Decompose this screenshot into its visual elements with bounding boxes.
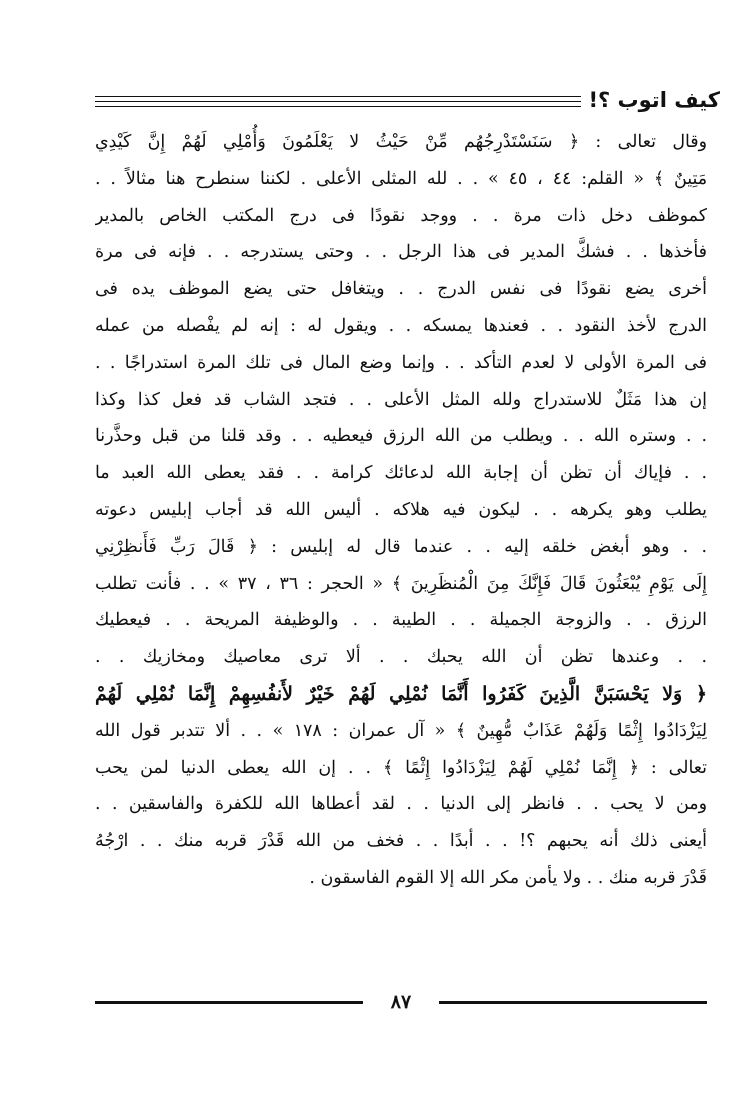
page-number: ٨٧: [390, 991, 412, 1013]
header-rule: [95, 101, 581, 102]
body-text: [95, 124, 707, 897]
text-line: . . وهو أبغض خلقه إليه . . عندما قال له إبليس : ﴿ قَالَ رَبِّ فَأَنظِرْنِي: [95, 536, 707, 557]
text-line: الدرج لأخذ النقود . . فعندها يمسكه . . ويقول له : إنه لم يفْصله من عمله: [95, 315, 707, 336]
text-line: مَتِينٌ ﴾ « القلم: ٤٤ ، ٤٥ » . . لله المثلى الأعلى . لكننا سنطرح هنا مثالاً . .: [95, 168, 707, 189]
text-line: إِلَى يَوْمِ يُبْعَثُونَ قَالَ فَإِنَّكَ مِنَ الْمُنظَرِينَ ﴾ « الحجر : ٣٦ ، ٣٧ » . . فأنت تطلب: [95, 573, 707, 594]
text-line: . . وستره الله . . ويطلب من الله الرزق فيعطيه . . وقد قلنا من قبل وحذَّرنا: [95, 426, 707, 447]
header-title: كيف اتوب ؟!: [588, 88, 720, 112]
text-line: ﴿ وَلا يَحْسَبَنَّ الَّذِينَ كَفَرُوا أَنَّمَا نُمْلِي لَهُمْ خَيْرٌ لأَنفُسِهِمْ إِنَّمَا نُمْلِي لَهُمْ: [95, 682, 707, 705]
text-line: إن هذا مَثَلٌ للاستدراج ولله المثل الأعلى . . فتجد الشاب قد فعل كذا وكذا: [95, 389, 707, 410]
text-line: فى المرة الأولى لا لعدم التأكد . . وإنما وضع المال فى تلك المرة استدراجًا . .: [95, 352, 707, 373]
text-line: تعالى : ﴿ إِنَّمَا نُمْلِي لَهُمْ لِيَزْدَادُوا إِثْمًا ﴾ . . إن الله يعطى الدنيا لمن يحب: [95, 757, 707, 778]
text-line: فأخذها . . فشكَّ المدير فى هذا الرجل . . وحتى يستدرجه . . فإنه فى مرة: [95, 242, 707, 263]
footer-rule: [95, 1001, 363, 1004]
text-line: وقال تعالى : ﴿ سَنَسْتَدْرِجُهُم مِّنْ حَيْثُ لا يَعْلَمُونَ وَأُمْلِي لَهُمْ إِنَّ كَيْدِي: [95, 132, 707, 152]
text-line: . . وعندها تظن أن الله يحبك . . ألا ترى معاصيك ومخازيك . .: [95, 647, 707, 668]
text-line: الرزق . . والزوجة الجميلة . . الطيبة . . والوظيفة المريحة . . فيعطيك: [95, 610, 707, 631]
page-footer: [95, 990, 707, 1014]
header-rule: [95, 96, 581, 97]
text-line: أخرى يضع نقودًا فى نفس الدرج . . ويتغافل حتى يضع الموظف يده فى: [95, 279, 707, 300]
text-line: يطلب وهو يكرهه . . ليكون فيه هلاكه . أليس الله قد أجاب إبليس دعوته: [95, 499, 707, 520]
header-rule: [95, 106, 581, 107]
text-line: ومن لا يحب . . فانظر إلى الدنيا . . لقد أعطاها الله للكفرة والفاسقين . .: [95, 794, 707, 815]
text-line: كموظف دخل ذات مرة . . ووجد نقودًا فى درج المكتب الخاص بالمدير: [95, 205, 707, 226]
text-line: لِيَزْدَادُوا إِثْمًا وَلَهُمْ عَذَابٌ مُّهِينٌ ﴾ « آل عمران : ١٧٨ » . . ألا تتدبر قول الله: [95, 720, 707, 741]
text-line: أيعنى ذلك أنه يحبهم ؟! . . أبدًا . . فخف من الله قَدْرَ قربه منك . . ارْجُهُ: [95, 831, 707, 852]
footer-rule: [439, 1001, 707, 1004]
running-header: [95, 86, 720, 116]
text-line: . . فإياك أن تظن أن إجابة الله لدعائك كرامة . . فقد يعطى الله العبد ما: [95, 463, 707, 484]
text-line: قَدْرَ قربه منك . . ولا يأمن مكر الله إلا القوم الفاسقون .: [309, 867, 707, 888]
